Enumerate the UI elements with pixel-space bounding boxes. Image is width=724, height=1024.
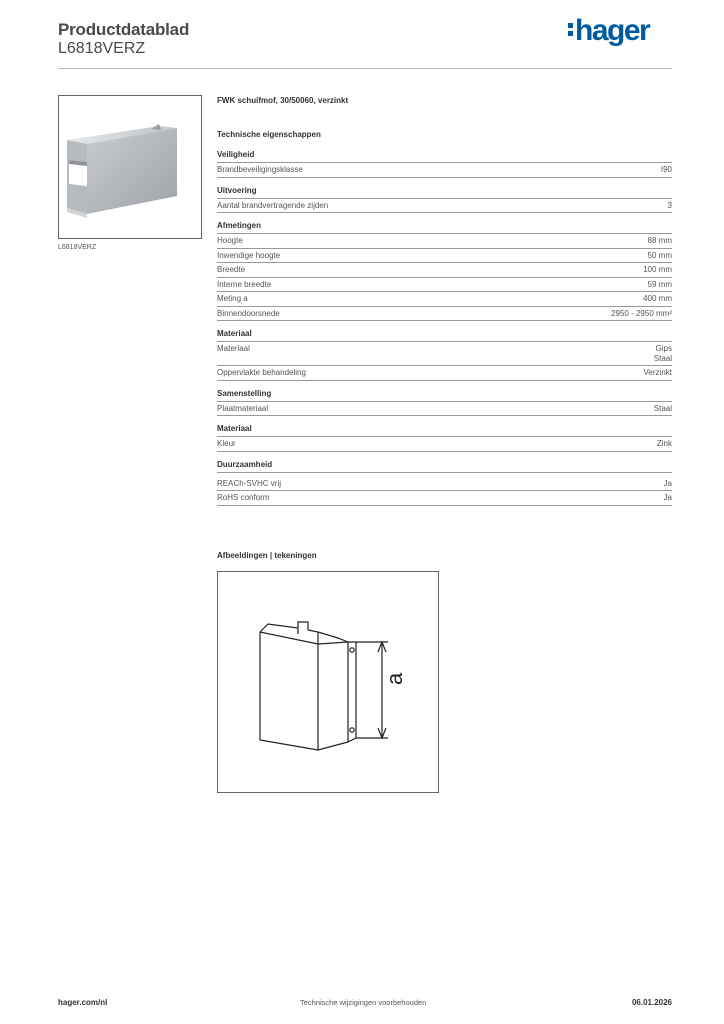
- group-title: Veiligheid: [217, 150, 672, 163]
- spec-group-samenstelling: [217, 389, 672, 417]
- spec-row: [217, 278, 672, 293]
- spec-value-line: Gips: [655, 344, 672, 353]
- technical-drawing-icon: [218, 572, 438, 792]
- hager-logo: [568, 14, 649, 48]
- dimension-label: a: [382, 672, 407, 685]
- spec-label: Materiaal: [217, 344, 250, 353]
- photo-caption: L6818VERZ: [58, 244, 97, 251]
- spec-row: [217, 234, 672, 249]
- spec-group-uitvoering: [217, 186, 672, 214]
- spec-label: Hoogte: [217, 236, 243, 245]
- spec-row: [217, 292, 672, 307]
- spec-row: [217, 307, 672, 322]
- spec-value: 400 mm: [643, 294, 672, 303]
- spec-label: Oppervlakte behandeling: [217, 368, 306, 377]
- spec-column: [217, 96, 672, 506]
- spec-label: REACh-SVHC vrij: [217, 478, 282, 488]
- spec-value: Ja: [663, 478, 672, 488]
- spec-value: 3: [667, 200, 672, 210]
- spec-label: Aantal brandvertragende zijden: [217, 200, 329, 210]
- footer-date: 06.01.2026: [631, 998, 672, 1007]
- spec-group-materiaal-kleur: [217, 424, 672, 452]
- page-title: Productdatablad: [58, 20, 190, 39]
- spec-label: Kleur: [217, 439, 236, 448]
- product-photo: [58, 95, 202, 239]
- section-heading: Technische eigenschappen: [217, 130, 321, 139]
- group-title: Materiaal: [217, 329, 672, 342]
- group-title: Duurzaamheid: [217, 460, 672, 473]
- product-photo-icon: [59, 96, 202, 239]
- spec-row: [217, 366, 672, 381]
- spec-value: 88 mm: [647, 236, 672, 245]
- spec-value: 50 mm: [647, 250, 672, 260]
- spec-row: [217, 342, 672, 366]
- logo-dots-icon: [568, 20, 574, 38]
- spec-group-veiligheid: [217, 150, 672, 178]
- group-title: Samenstelling: [217, 389, 672, 402]
- spec-label: Breedte: [217, 265, 246, 274]
- product-code: L6818VERZ: [58, 40, 146, 57]
- header-divider: [58, 68, 672, 69]
- spec-label: Brandbeveiligingsklasse: [217, 165, 303, 174]
- footer-disclaimer: Technische wijzigingen voorbehouden: [300, 998, 427, 1007]
- spec-value: Zink: [656, 439, 672, 448]
- spec-group-materiaal: [217, 329, 672, 381]
- spec-value: 59 mm: [647, 279, 672, 289]
- spec-label: Inwendige hoogte: [217, 250, 281, 260]
- technical-drawing: [217, 571, 439, 793]
- spec-value: 2950 - 2950 mm²: [611, 308, 672, 318]
- drawings-heading: Afbeeldingen | tekeningen: [217, 551, 317, 560]
- group-title: Materiaal: [217, 424, 672, 437]
- group-title: Uitvoering: [217, 186, 672, 199]
- group-title: Afmetingen: [217, 221, 672, 234]
- logo-text: hager: [575, 14, 650, 47]
- spec-label: Meting a: [217, 294, 248, 303]
- spec-group-duurzaamheid: [217, 460, 672, 506]
- spec-row: [217, 163, 672, 178]
- spec-value-line: Staal: [653, 353, 672, 363]
- spec-row: [217, 477, 672, 492]
- spec-group-afmetingen: [217, 221, 672, 321]
- spec-row: [217, 437, 672, 452]
- spec-row: [217, 491, 672, 506]
- spec-row: [217, 249, 672, 264]
- spec-value: Verzinkt: [643, 368, 672, 377]
- spec-value: Staal: [653, 403, 672, 413]
- product-name: FWK schuifmof, 30/50060, verzinkt: [217, 96, 349, 105]
- spec-value: [654, 344, 672, 363]
- footer-website[interactable]: hager.com/nl: [58, 998, 108, 1007]
- spec-value: I90: [660, 165, 672, 174]
- spec-value: Ja: [663, 493, 672, 502]
- spec-row: [217, 263, 672, 278]
- spec-row: [217, 402, 672, 417]
- spec-label: Plaatmateriaal: [217, 403, 269, 413]
- spec-label: RoHS conform: [217, 493, 270, 502]
- spec-label: Interne breedte: [217, 279, 272, 289]
- spec-label: Binnendoorsnede: [217, 308, 280, 318]
- spec-value: 100 mm: [643, 265, 672, 274]
- spec-row: [217, 199, 672, 214]
